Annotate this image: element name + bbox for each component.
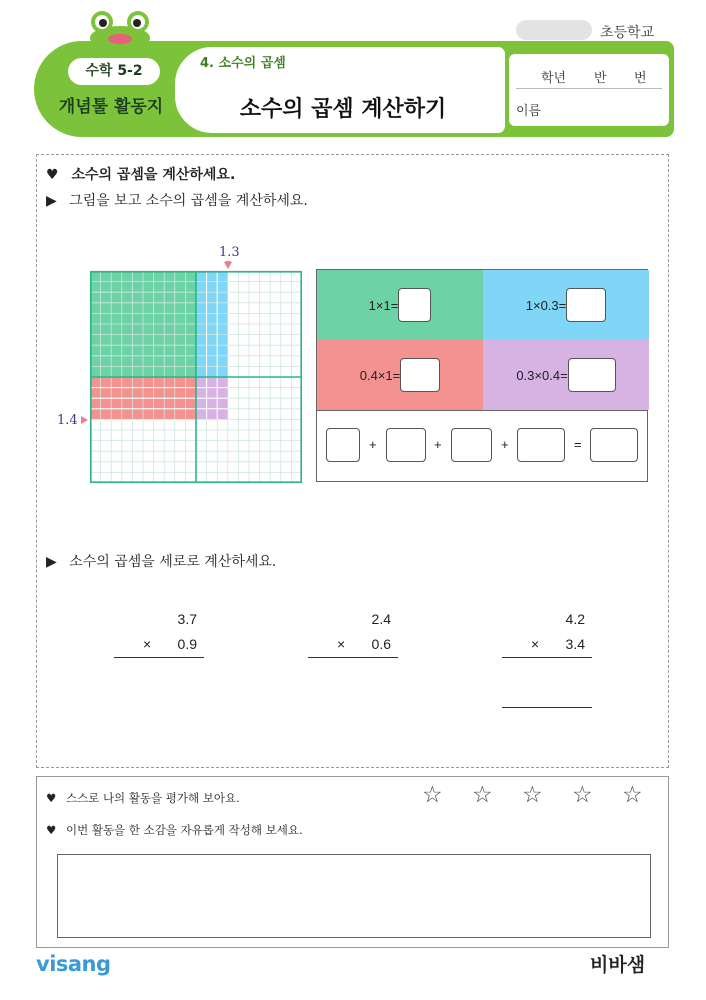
star-icon[interactable]: ☆	[622, 782, 643, 808]
heart-icon: ♥	[46, 823, 57, 837]
instruction-1	[46, 190, 308, 210]
unit-label: 4. 소수의 곱셈	[200, 56, 286, 71]
cell-2-text: 1×0.3=	[525, 297, 567, 313]
sum-box-result[interactable]	[590, 428, 638, 462]
left-pointer-icon	[80, 415, 89, 425]
activity-label: 개념툴 활동지	[58, 97, 164, 117]
cell-one-by-point-three	[483, 270, 649, 340]
reflection-textarea[interactable]	[57, 854, 651, 938]
section-heading	[46, 164, 235, 184]
name-field[interactable]: 이름	[516, 104, 542, 119]
partial-product-line	[502, 707, 592, 708]
vivasam-logo: 비바샘	[590, 954, 646, 976]
sum-box-1[interactable]	[326, 428, 360, 462]
page-title: 소수의 곱셈 계산하기	[239, 97, 447, 122]
grade-field[interactable]: 학년	[541, 71, 567, 86]
star-icon[interactable]: ☆	[572, 782, 593, 808]
top-value-label: 1.3	[219, 245, 240, 260]
multiplicand: 2.4	[371, 611, 391, 627]
answer-box[interactable]	[568, 358, 616, 392]
plus-sign: +	[434, 437, 442, 452]
sum-box-3[interactable]	[451, 428, 492, 462]
star-icon[interactable]: ☆	[522, 782, 543, 808]
class-field[interactable]: 반	[594, 71, 607, 86]
sum-box-2[interactable]	[386, 428, 426, 462]
multiplicand: 4.2	[565, 611, 585, 627]
heart-icon: ♥	[46, 791, 57, 805]
times-sign: ×	[337, 636, 346, 652]
left-value-label: 1.4	[57, 413, 78, 428]
heart-icon: ♥	[46, 167, 59, 183]
answer-line	[114, 657, 204, 658]
sum-row	[317, 410, 647, 481]
decimal-area-grid	[90, 270, 302, 484]
sum-box-4[interactable]	[517, 428, 565, 462]
answer-box[interactable]	[400, 358, 440, 392]
info-divider	[516, 88, 662, 89]
answer-box[interactable]	[398, 288, 431, 322]
visang-logo: visang	[36, 952, 111, 976]
cell-4-text: 0.3×0.4=	[516, 367, 568, 383]
play-arrow-icon: ▶	[46, 554, 57, 570]
top-pointer-icon	[223, 261, 233, 270]
self-eval-prompt	[46, 790, 240, 806]
multiplicand: 3.7	[177, 611, 197, 627]
cell-one-by-one	[317, 270, 483, 340]
subject-badge: 수학 5-2	[68, 58, 160, 85]
instruction-1-text: 그림을 보고 소수의 곱셈을 계산하세요.	[69, 193, 308, 209]
equals-sign: =	[574, 437, 582, 452]
answer-line	[308, 657, 398, 658]
cell-1-text: 1×1=	[368, 297, 399, 313]
play-arrow-icon: ▶	[46, 193, 57, 209]
number-field[interactable]: 번	[634, 71, 647, 86]
star-icon[interactable]: ☆	[472, 782, 493, 808]
answer-box[interactable]	[566, 288, 606, 322]
reflection-text: 이번 활동을 한 소감을 자유롭게 작성해 보세요.	[65, 823, 303, 837]
calculation-table	[316, 269, 648, 482]
answer-line	[502, 657, 592, 658]
instruction-2	[46, 551, 276, 571]
plus-sign: +	[369, 437, 377, 452]
plus-sign: +	[501, 437, 509, 452]
school-name-field[interactable]	[516, 20, 592, 40]
cell-point-three-by-point-four	[483, 340, 649, 410]
multiplier: 3.4	[565, 636, 585, 652]
times-sign: ×	[143, 636, 152, 652]
times-sign: ×	[531, 636, 540, 652]
instruction-2-text: 소수의 곱셈을 세로로 계산하세요.	[69, 554, 277, 570]
cell-point-four-by-one	[317, 340, 483, 410]
section-heading-text: 소수의 곱셈을 계산하세요.	[71, 167, 236, 183]
multiplier: 0.9	[177, 636, 197, 652]
star-icon[interactable]: ☆	[422, 782, 443, 808]
self-eval-text: 스스로 나의 활동을 평가해 보아요.	[65, 791, 240, 805]
frog-mascot-icon	[86, 10, 154, 44]
reflection-prompt	[46, 822, 303, 838]
school-suffix-label: 초등학교	[600, 25, 655, 41]
cell-3-text: 0.4×1=	[359, 367, 401, 383]
multiplier: 0.6	[371, 636, 391, 652]
